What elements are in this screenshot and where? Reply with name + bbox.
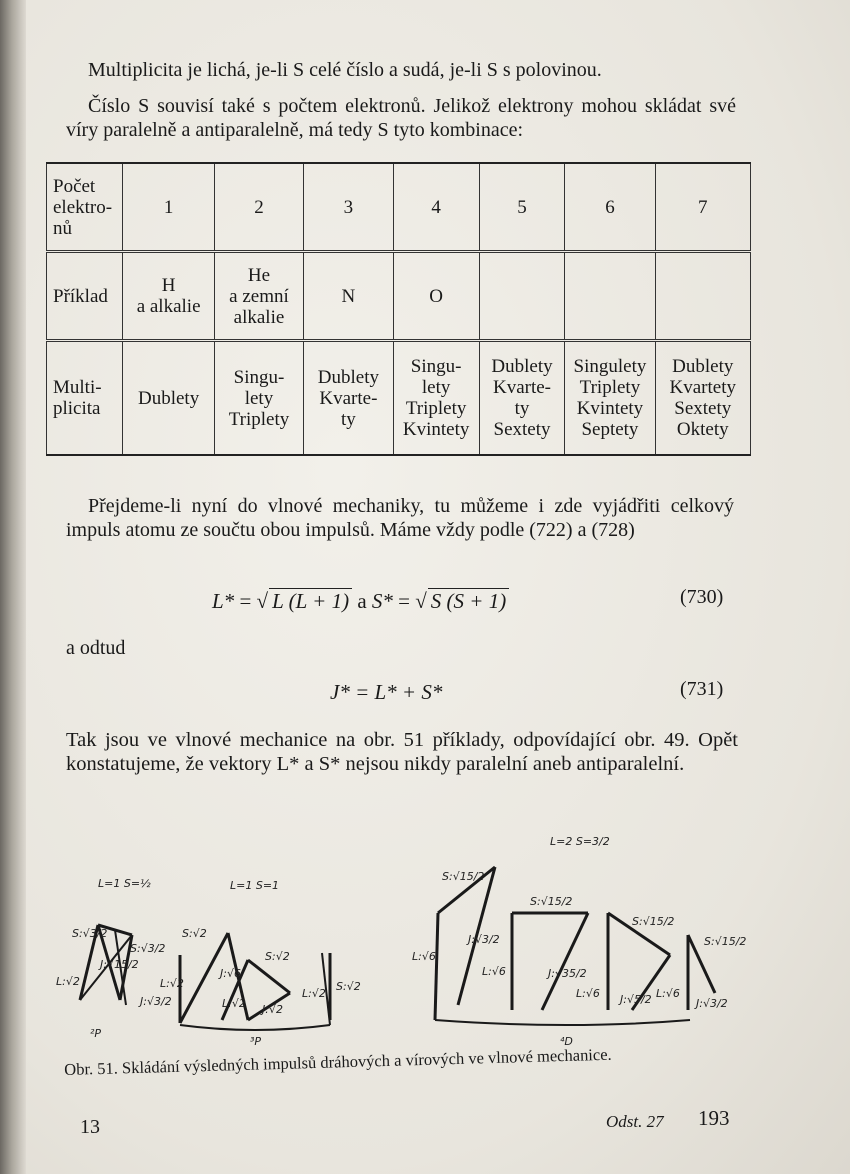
fig-label: L=1 S=1 — [230, 879, 280, 892]
fig-label: L:√6 — [412, 950, 436, 963]
table-row-multiplicity — [47, 341, 751, 456]
fig-label: J:√5/2 — [620, 993, 652, 1006]
vector-group-d-term — [435, 867, 715, 1025]
paragraph-and-hence: a odtud — [66, 637, 126, 659]
fig-label: S:√15/2 — [704, 935, 747, 948]
table-cell: 3 — [304, 163, 393, 252]
fig-label: L:√6 — [482, 965, 506, 978]
paragraph-number-s: Číslo S souvisí také s počtem elektronů. Jelikož elektrony mohou skládat své víry paralelně a antiparalelně, má tedy S tyto kombinace: — [66, 95, 736, 141]
eq730-conjunction: a — [357, 589, 372, 613]
equation-730: L* = √ L (L + 1) a S* = √ S (S + 1) — [212, 588, 509, 614]
footer-sheet-number: 13 — [80, 1116, 100, 1138]
fig-label: L=1 S=½ — [98, 877, 151, 890]
fig-label: L:√2 — [302, 987, 326, 1000]
table-cell: 4 — [393, 163, 479, 252]
fig-label: J:√3/2 — [696, 997, 728, 1010]
paragraph-examples: Tak jsou ve vlnové mechanice na obr. 51 příklady, odpovídající obr. 49. Opět konstatujeme, že vektory L* a S* nejsou nikdy paralelní aneb antiparalelní. — [66, 729, 738, 775]
fig-label: L:√2 — [222, 997, 246, 1010]
page-number: 193 — [698, 1106, 730, 1130]
table-row-example — [47, 252, 751, 341]
table-cell: 6 — [565, 163, 655, 252]
table-cell: 5 — [479, 163, 565, 252]
paragraph-wave-mechanics: Přejdeme-li nyní do vlnové mechaniky, tu můžeme i zde vyjádřiti celkový impuls atomu ze součtu obou impulsů. Máme vždy podle (722) a (728) — [66, 495, 734, 541]
fig-label: S:√2 — [265, 950, 290, 963]
vector-group-p-term — [180, 933, 330, 1030]
vector-figure — [40, 825, 780, 1060]
fig-label: ⁴D — [560, 1035, 573, 1048]
table-cell: N — [304, 252, 393, 341]
fig-label: S:√3/2 — [130, 942, 166, 955]
fig-label: S:√15/2 — [632, 915, 675, 928]
fig-label: S:√15/2 — [530, 895, 573, 908]
fig-label: L:√2 — [160, 977, 184, 990]
table-cell: O — [393, 252, 479, 341]
equation-731: J* = L* + S* — [330, 680, 443, 704]
eq730-lhs2: S* — [371, 589, 393, 613]
table-row-electrons — [47, 163, 751, 252]
fig-label: J:√6 — [220, 967, 241, 980]
table-cell: Singu- lety Triplety — [214, 341, 303, 456]
table-cell: 1 — [123, 163, 214, 252]
footer-section: Odst. 27 — [606, 1112, 664, 1131]
fig-label: J:√3/2 — [140, 995, 172, 1008]
multiplicity-table — [46, 162, 751, 456]
row-header-electrons: Počet elektro- nů — [47, 163, 123, 252]
eq730-lhs1: L* — [212, 589, 235, 613]
fig-label: ²P — [90, 1027, 102, 1040]
table-cell: Dublety Kvarte- ty — [304, 341, 393, 456]
fig-label: S:√3/2 — [72, 927, 108, 940]
fig-label: J:√15/2 — [100, 958, 139, 971]
book-spine-shadow — [0, 0, 26, 1174]
table-cell: He a zemní alkalie — [214, 252, 303, 341]
fig-label: J:√2 — [262, 1003, 283, 1016]
table-cell: Singu- lety Triplety Kvintety — [393, 341, 479, 456]
row-header-example: Příklad — [47, 252, 123, 341]
table-cell: Dublety — [123, 341, 214, 456]
fig-label: J:√35/2 — [548, 967, 587, 980]
equation-number-731: (731) — [680, 678, 724, 700]
fig-label: S:√15/2 — [442, 870, 485, 883]
fig-label: L:√6 — [576, 987, 600, 1000]
fig-label: S:√2 — [182, 927, 207, 940]
row-header-multiplicity: Multi- plicita — [47, 341, 123, 456]
fig-label: J:√3/2 — [468, 933, 500, 946]
figure-caption: Obr. 51. Skládání výsledných impulsů dráhových a vírových ve vlnové mechanice. — [64, 1044, 612, 1079]
table-cell: Dublety Kvarte- ty Sextety — [479, 341, 565, 456]
fig-label: ³P — [250, 1035, 262, 1048]
fig-label: L=2 S=3/2 — [550, 835, 610, 848]
table-cell: 7 — [655, 163, 750, 252]
table-cell — [655, 252, 750, 341]
paragraph-multiplicity: Multiplicita je lichá, je-li S celé číslo a sudá, je-li S s polovinou. — [88, 59, 602, 81]
fig-label: L:√2 — [56, 975, 80, 988]
eq730-radicand1: L (L + 1) — [269, 588, 352, 614]
table-cell — [565, 252, 655, 341]
fig-label: S:√2 — [336, 980, 361, 993]
equation-number-730: (730) — [680, 586, 724, 608]
table-cell: Dublety Kvartety Sextety Oktety — [655, 341, 750, 456]
table-cell — [479, 252, 565, 341]
eq730-radicand2: S (S + 1) — [428, 588, 509, 614]
table-cell: Singulety Triplety Kvintety Septety — [565, 341, 655, 456]
table-cell: 2 — [214, 163, 303, 252]
table-cell: H a alkalie — [123, 252, 214, 341]
fig-label: L:√6 — [656, 987, 680, 1000]
